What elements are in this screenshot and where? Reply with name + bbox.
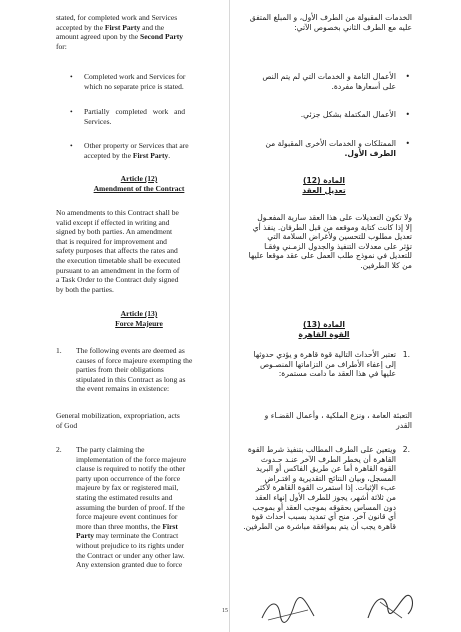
text-line: pursuant to an amendment in the form of — [56, 265, 180, 275]
text-line: parties from their obligations — [76, 365, 164, 375]
list-item — [56, 141, 222, 160]
text-line: stating the estimated results and — [76, 492, 173, 502]
text-line: تعتبر الأحداث التالية قوة قاهرة و يؤدي حدوثها — [253, 350, 396, 359]
article-subtitle: القوة القاهرة — [298, 329, 350, 339]
text-line: دون المساس بحقوقه بموجب العقد أو بموجب — [252, 502, 396, 512]
list-item — [236, 72, 412, 91]
text-line: amount agreed upon by the Second Party — [56, 32, 184, 42]
text-line: عليها في هذا العقد ما دامت مستمرة: — [278, 369, 396, 379]
text-line: the execution timetable shall be executed — [56, 255, 181, 265]
column-divider — [229, 0, 230, 632]
text-line: تعديل مطلوب للتحسين ولأغراض السلامة التي — [267, 232, 412, 242]
text-line: General mobilization, expropriation, acts — [56, 411, 180, 420]
list-item — [236, 110, 412, 120]
bullet-icon: • — [70, 141, 73, 150]
bullet-icon: • — [405, 72, 410, 81]
text-line: valid except if effected in writing and — [56, 217, 170, 227]
text-line: assuming the burden of proof. If the — [76, 502, 185, 512]
item-number: .1 — [402, 350, 410, 359]
force-majeure-events — [56, 411, 222, 430]
text-line: Completed work and Services for — [84, 72, 186, 81]
text-line: من ثلاثة أشهر، يجوز للطرف الأول إنهاء العقد — [254, 492, 396, 502]
text-line: الأعمال التامة و الخدمات التي لم يتم النص — [262, 72, 396, 81]
text-line: safety purposes that affects the rates and — [56, 246, 178, 256]
text-line: القوة القاهرة أما عن طريق الفاكس أو البريد — [256, 464, 396, 474]
text-line: accepted by the First Party. — [84, 150, 171, 160]
text-line: a Task Order to the Contract duly signed — [56, 275, 179, 285]
text-line: عليه مع الطرف الثاني بخصوص الآتي: — [294, 22, 412, 32]
text-line: by both the parties. — [56, 284, 114, 294]
text-line: المسجل، وبيان النتائج التقديرية و افتـراض — [264, 473, 396, 483]
bullet-icon: • — [70, 72, 73, 81]
intro-paragraph — [236, 13, 412, 32]
text-line: الممتلكات و الخدمات الأخرى المقبولة من — [265, 139, 396, 148]
text-line: No amendments to this Contract shall be — [56, 208, 179, 217]
article-12-body — [236, 213, 412, 271]
text-line: implementation of the force majeure — [76, 454, 187, 464]
text-line: The following events are deemed as — [76, 346, 185, 355]
text-line: of God — [56, 420, 78, 430]
text-line: للتعديل في نموذج طلب العمل على عقد موقعا عليها — [248, 251, 412, 261]
text-line: force majeure event continues for — [76, 512, 178, 522]
text-line: clause is required to notify the other — [76, 464, 185, 474]
bullet-icon: • — [405, 110, 410, 119]
bullet-icon: • — [70, 107, 73, 116]
article-subtitle: Force Majeure — [115, 318, 163, 328]
text-line: Partially completed work and — [84, 107, 186, 116]
list-item — [56, 107, 222, 126]
text-line: accepted by the First Party and the — [56, 22, 165, 32]
text-line: more than three months, the First — [76, 521, 178, 531]
list-item — [56, 72, 222, 91]
text-line: that is required for improvement and — [56, 236, 167, 246]
signature-mark-1 — [258, 596, 318, 626]
article-12-heading — [56, 174, 222, 193]
force-majeure-item-2 — [56, 445, 222, 570]
text-line: Other property or Services that are — [84, 141, 189, 150]
text-line: ويتعين على الطرف المطالب بتنفيذ شرط القوة — [247, 445, 396, 454]
article-13-heading — [56, 309, 222, 328]
text-line: الخدمات المقبولة من الطرف الأول، و المبلغ المتفق — [249, 13, 412, 22]
text-line: على أسعارها مفردة. — [331, 81, 396, 91]
text-line: تؤثر على معدلات التنفيذ والجدول الزمـني وفقـا — [264, 241, 412, 251]
article-subtitle: Amendment of the Contract — [93, 183, 185, 193]
bullet-icon: • — [405, 139, 410, 148]
item-number: .2 — [402, 445, 410, 454]
text-line: causes of force majeure exempting the — [76, 355, 193, 365]
text-line: من كلا الطرفين. — [360, 260, 412, 270]
signature-mark-2 — [362, 588, 422, 624]
item-number: 1. — [56, 346, 62, 355]
text-line: Any extension granted due to force — [76, 560, 183, 570]
text-line: الطرف الأول. — [344, 148, 396, 158]
article-13-heading — [236, 320, 412, 339]
text-line: Party may terminate the Contract — [76, 531, 179, 541]
article-12-heading — [236, 176, 412, 195]
force-majeure-item-1 — [56, 346, 222, 394]
text-line: عبء الإثبات. إذا استمرت القوة القاهرة لأكثر — [255, 483, 396, 493]
article-subtitle: تعديل العقد — [302, 185, 346, 195]
text-line: القاهرة أن يخطر الطرف الآخر عنـد حـدوث — [260, 454, 396, 464]
intro-paragraph — [56, 13, 222, 51]
text-line: قاهرة يجب أن يتم بموافقة مباشرة من الطرفين. — [243, 521, 396, 531]
text-line: ولا تكون التعديلات على هذا العقد سارية المفعـول — [257, 213, 412, 222]
text-line: stated, for completed work and Services — [56, 13, 178, 22]
text-line: for: — [56, 41, 67, 51]
text-line: majeure by fax or registered mail, — [76, 483, 179, 493]
text-line: without prejudice to its rights under — [76, 540, 184, 550]
force-majeure-item-1 — [236, 350, 412, 379]
text-line: stipulated in this Contract as long as — [76, 374, 186, 384]
force-majeure-item-2 — [236, 445, 412, 531]
text-line: which no separate price is stated. — [84, 81, 184, 91]
text-line: party upon occurrence of the force — [76, 473, 181, 483]
text-line: أي قانون آخر. منح أي تمديد بسبب أحداث قوة — [251, 512, 396, 522]
text-line: الأعمال المكتملة بشكل جزئي. — [300, 110, 396, 119]
text-line: the event remains in existence: — [76, 384, 170, 394]
text-line: القدر — [396, 420, 412, 430]
text-line: the Contract or under any other law. — [76, 550, 185, 560]
article-title: المادة (12) — [303, 176, 345, 185]
item-number: 2. — [56, 445, 62, 454]
force-majeure-events — [236, 411, 412, 430]
text-line: The party claiming the — [76, 445, 145, 454]
page-number: 15 — [222, 608, 228, 614]
text-line: إلى إعفاء الأطراف من التزاماتها المنصـوص — [259, 359, 396, 369]
article-title: المادة (13) — [303, 320, 345, 329]
list-item — [236, 139, 412, 158]
text-line: التعبئة العامة ، ونزع الملكية ، وأعمال القضـاء و — [264, 411, 412, 420]
text-line: Services. — [84, 116, 112, 126]
article-12-body — [56, 208, 222, 294]
text-line: signed by both parties. An amendment — [56, 227, 173, 237]
article-title: Article (12) — [120, 174, 158, 183]
article-title: Article (13) — [120, 309, 158, 318]
text-line: إلا إذا كانت كتابة وموقعه من قبل الطرفان. ينفذ أي — [252, 222, 412, 232]
